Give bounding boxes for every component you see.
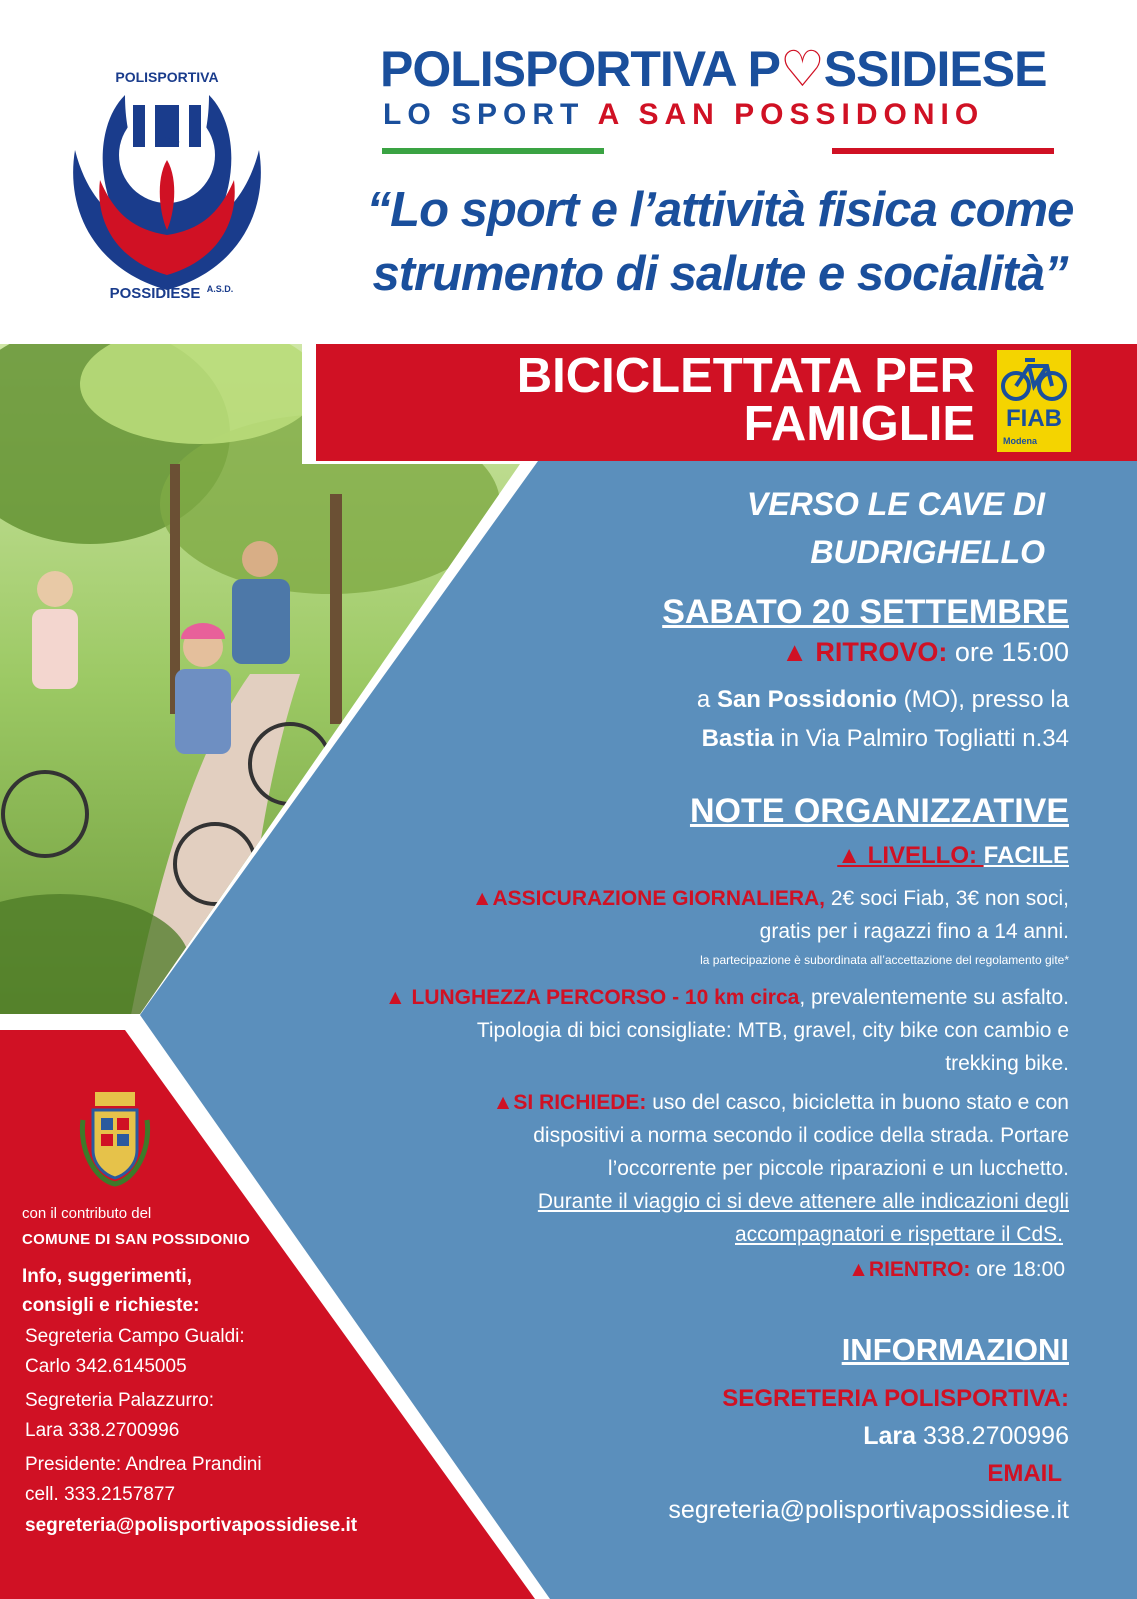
segreteria-contact [863, 1422, 1069, 1451]
event-date: SABATO 20 SETTEMBRE [662, 593, 1069, 631]
contribution-line2: COMUNE DI SAN POSSIDONIO [22, 1231, 251, 1248]
brand-name [380, 40, 1046, 98]
event-subtitle-line2: BUDRIGHELLO [810, 534, 1045, 570]
brand-tagline [383, 98, 984, 132]
lunghezza [385, 981, 1069, 1080]
contribution-line1: con il contributo del [22, 1205, 152, 1222]
brand-tagline-part1: LO SPORT [383, 98, 585, 131]
bicycle-icon [997, 350, 1071, 406]
contact1-line2: Carlo 342.6145005 [25, 1356, 187, 1377]
brand-tagline-part2: A SAN POSSIDONIO [597, 98, 985, 131]
assicurazione-text2: gratis per i ragazzi fino a 14 anni. [759, 920, 1069, 943]
ritrovo-time: ore 15:00 [947, 637, 1069, 667]
contribution [22, 1201, 250, 1253]
lunghezza-text3: trekking bike. [945, 1052, 1069, 1075]
rientro-time: ore 18:00 [970, 1258, 1065, 1281]
contact-presidente [25, 1450, 262, 1510]
contact3-line2: cell. 333.2157877 [25, 1484, 176, 1505]
fiab-sub: Modena [1003, 436, 1038, 446]
club-logo [55, 40, 280, 300]
rientro [848, 1258, 1065, 1282]
sidebar-email[interactable]: segreteria@polisportivapossidiese.it [25, 1515, 358, 1536]
place-bastia: Bastia [701, 725, 774, 752]
info-title-line1: Info, suggerimenti, [22, 1266, 192, 1287]
fiab-label: FIAB [1006, 405, 1062, 432]
red-stripe [832, 148, 1054, 154]
lunghezza-text1: , prevalentemente su asfalto. [799, 986, 1069, 1009]
lunghezza-label: ▲ LUNGHEZZA PERCORSO - 10 km circa [384, 986, 800, 1009]
segreteria-label: SEGRETERIA POLISPORTIVA: [722, 1385, 1069, 1412]
contact-palazzurro [25, 1386, 214, 1446]
contact2-line2: Lara 338.2700996 [25, 1420, 180, 1441]
motto [340, 178, 1100, 306]
contact-campo-gualdi [25, 1322, 245, 1382]
si-richiede [493, 1086, 1069, 1251]
contact1-line1: Segreteria Campo Gualdi: [25, 1326, 245, 1347]
brand-name-part1: POLISPORTIVA P [380, 41, 780, 97]
contact2-line1: Segreteria Palazzurro: [25, 1390, 215, 1411]
ritrovo-label: ▲ RITROVO: [781, 637, 948, 667]
municipal-crest [75, 1080, 155, 1190]
contact3-line1: Presidente: Andrea Prandini [25, 1454, 262, 1475]
info-heading: INFORMAZIONI [841, 1332, 1069, 1367]
si-richiede-text4: Durante il viaggio ci si deve attenere alle indicazioni degli [537, 1190, 1069, 1213]
logo-asd: A.S.D. [206, 284, 234, 294]
logo-ring-top: POLISPORTIVA [115, 69, 219, 85]
si-richiede-label: ▲SI RICHIEDE: [492, 1091, 647, 1114]
ritrovo [781, 637, 1069, 668]
email-label: EMAIL [987, 1460, 1062, 1487]
place-address: in Via Palmiro Togliatti n.34 [773, 725, 1069, 752]
si-richiede-text1: uso del casco, bicicletta in buono stato e con [646, 1091, 1069, 1114]
assicurazione-text1: 2€ soci Fiab, 3€ non soci, [825, 887, 1069, 910]
event-subtitle [747, 480, 1045, 576]
event-title [440, 349, 975, 451]
si-richiede-text2: dispositivi a norma secondo il codice della strada. Portare [533, 1124, 1069, 1147]
assicurazione-note: la partecipazione è subordinata all’accettazione del regolamento gite* [700, 953, 1069, 967]
logo-ring-bottom: POSSIDIESE [109, 285, 201, 300]
info-title-line2: consigli e richieste: [22, 1295, 200, 1316]
si-richiede-text3: l’occorrente per piccole riparazioni e un lucchetto. [607, 1157, 1069, 1180]
brand-name-part2: SSIDIESE [823, 41, 1047, 97]
lunghezza-text2: Tipologia di bici consigliate: MTB, gravel, city bike con cambio e [476, 1019, 1069, 1042]
contact-phone: 338.2700996 [916, 1422, 1069, 1450]
logo-year: 2014 [154, 135, 180, 147]
green-stripe [382, 148, 604, 154]
livello [837, 842, 1069, 870]
rientro-label: ▲RIENTRO: [848, 1258, 971, 1281]
place-text-a: a [696, 686, 717, 713]
assicurazione-label: ▲ASSICURAZIONE GIORNALIERA, [471, 887, 826, 910]
event-subtitle-line1: VERSO LE CAVE DI [746, 486, 1045, 522]
place-name: San Possidonio [716, 686, 897, 713]
contact-name: Lara [863, 1422, 917, 1450]
info-title [22, 1262, 199, 1320]
info-email[interactable]: segreteria@polisportivapossidiese.it [668, 1496, 1069, 1524]
livello-label: ▲ LIVELLO: [837, 842, 984, 869]
event-title-line2: FAMIGLIE [743, 397, 975, 451]
livello-value: FACILE [983, 842, 1069, 869]
motto-line1: “Lo sport e l’attività fisica come [366, 183, 1074, 237]
si-richiede-text5: accompagnatori e rispettare il CdS. [735, 1223, 1063, 1246]
place-text-c: (MO), presso la [896, 686, 1069, 713]
meeting-place [697, 680, 1069, 758]
assicurazione [472, 882, 1069, 972]
event-title-line1: BICICLETTATA PER [516, 349, 975, 403]
heart-icon: ♡ [779, 41, 824, 97]
motto-line2: strumento di salute e socialità” [372, 247, 1068, 301]
notes-heading: NOTE ORGANIZZATIVE [689, 792, 1069, 830]
